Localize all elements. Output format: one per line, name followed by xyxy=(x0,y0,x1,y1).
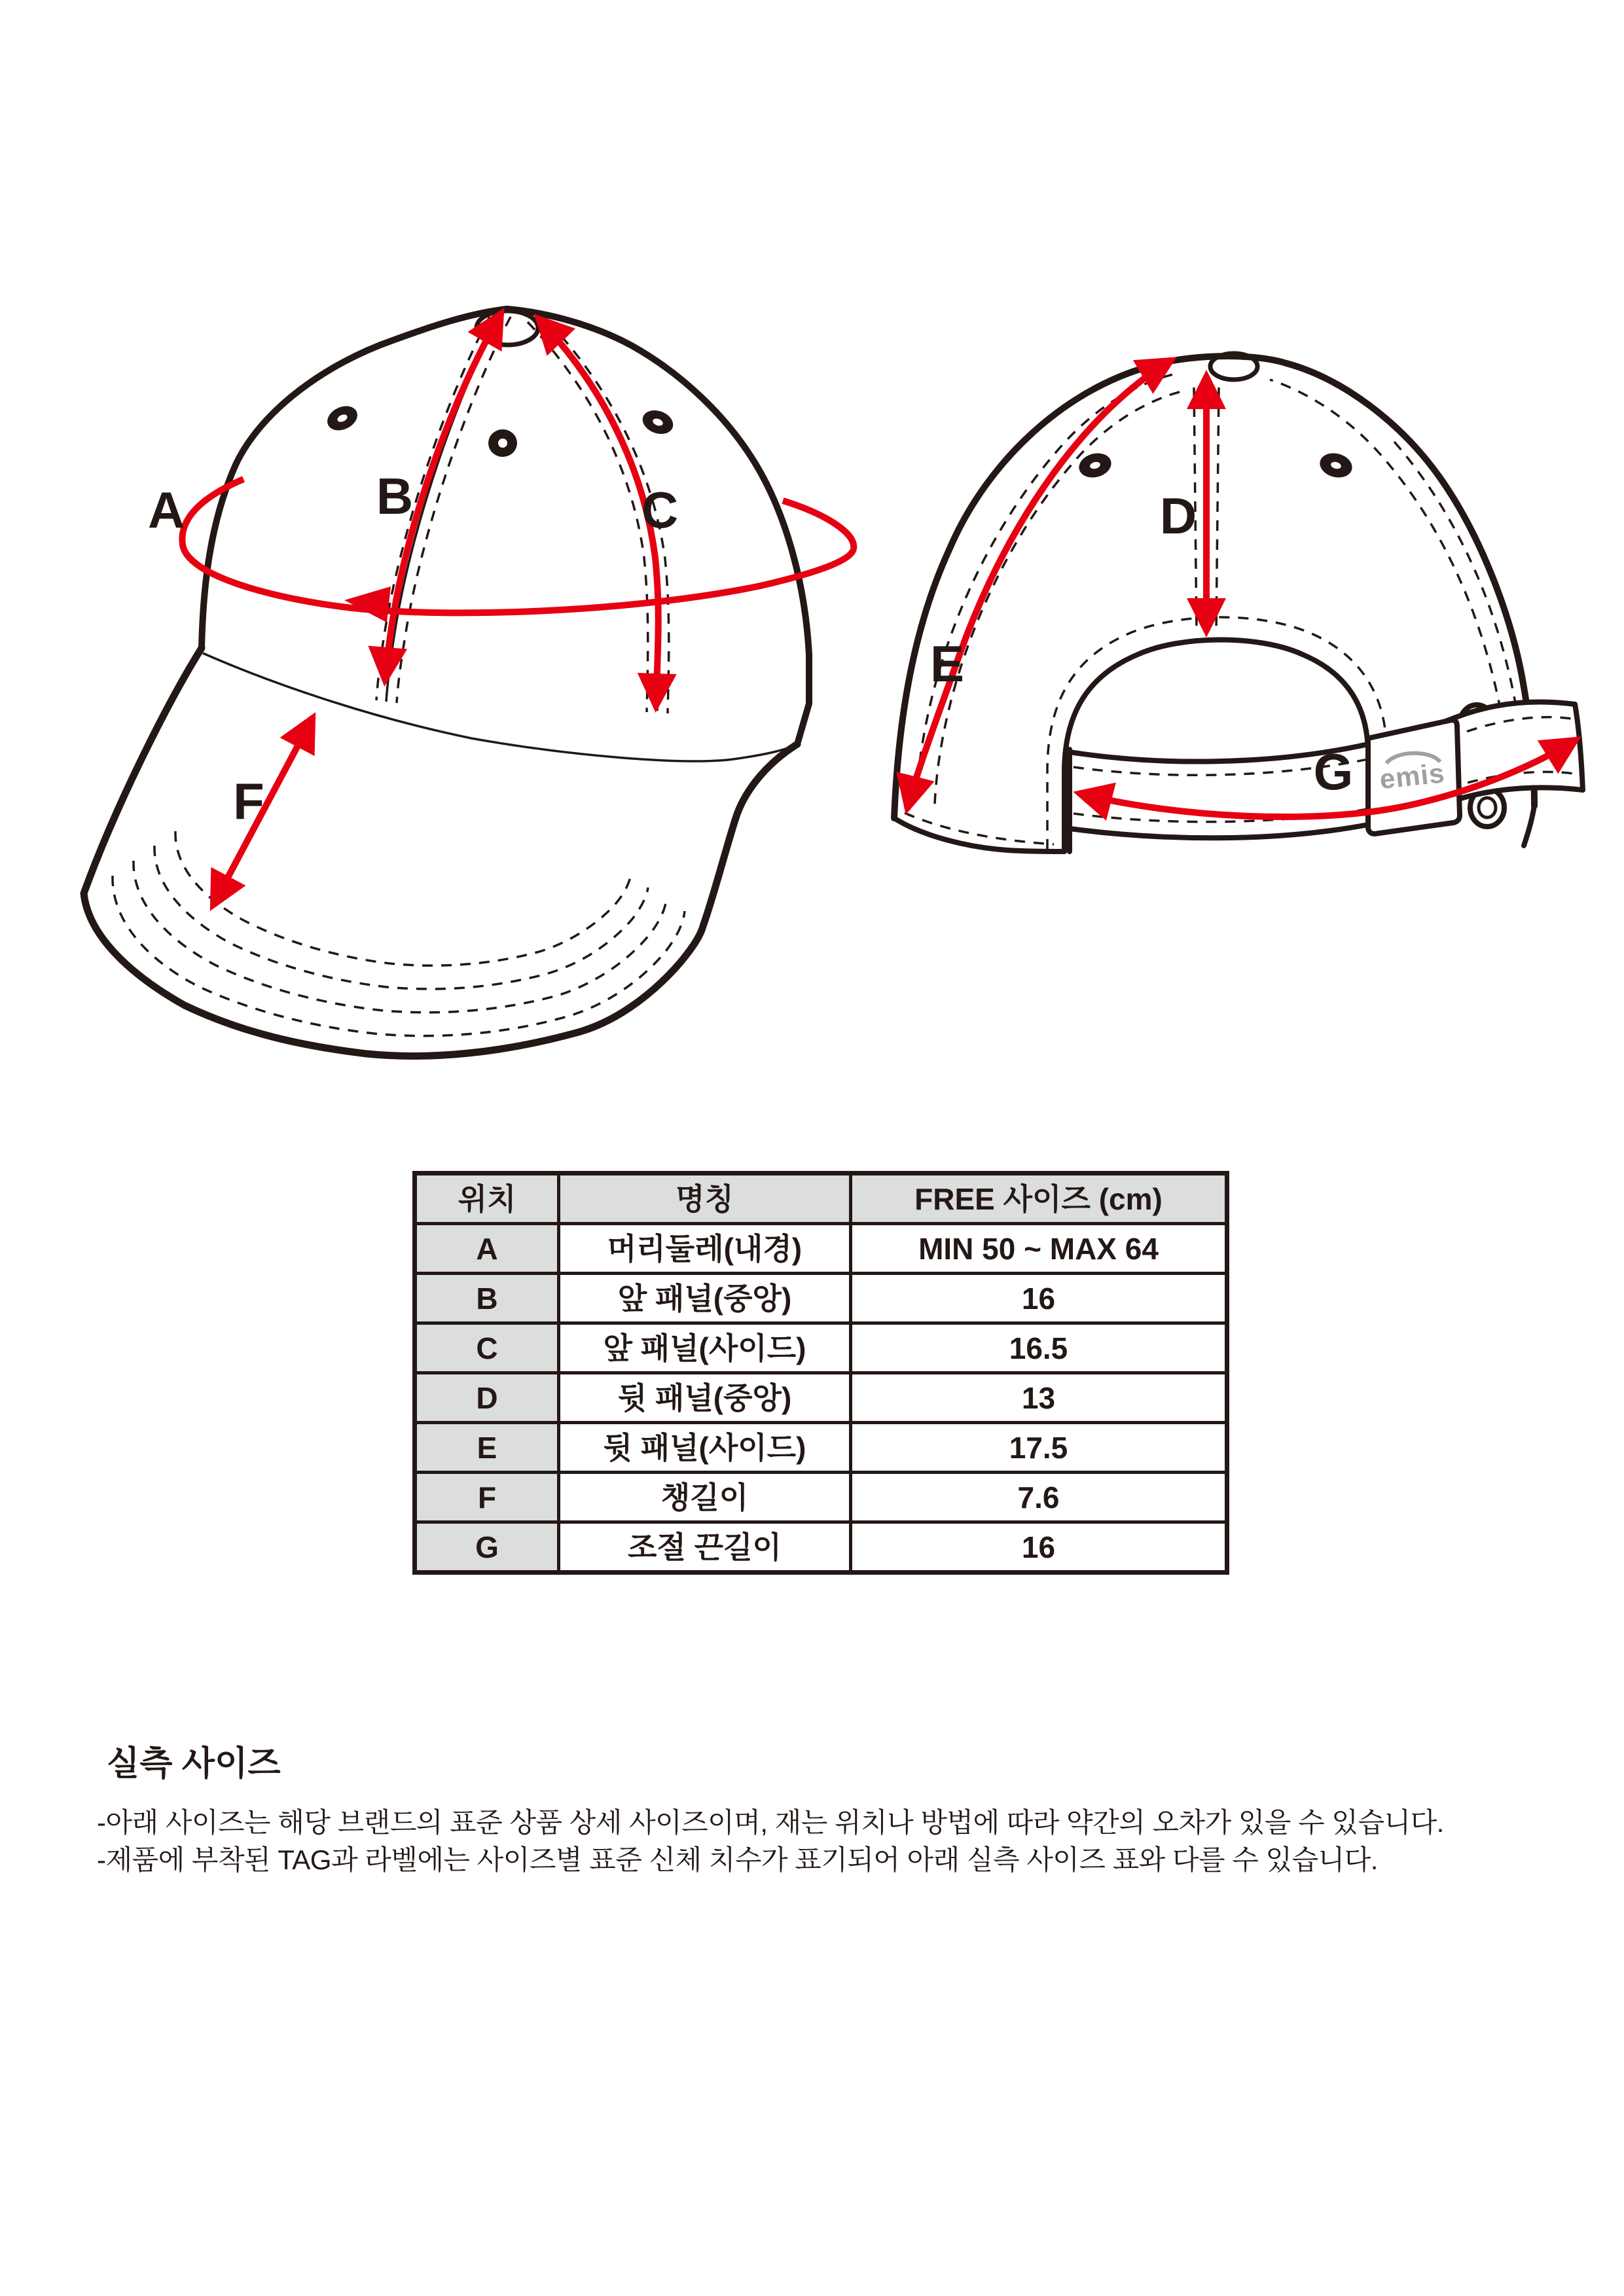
value-cell: 7.6 xyxy=(851,1473,1227,1522)
value-cell: 13 xyxy=(851,1373,1227,1423)
size-table xyxy=(412,1171,1229,1575)
label-b: B xyxy=(376,467,414,525)
position-cell: A xyxy=(415,1224,559,1274)
cap-crown xyxy=(202,309,809,763)
column-header: 위치 xyxy=(415,1174,559,1224)
label-e: E xyxy=(929,635,965,692)
table-row xyxy=(415,1522,1227,1573)
value-cell: MIN 50 ~ MAX 64 xyxy=(851,1224,1227,1274)
position-cell: C xyxy=(415,1323,559,1373)
value-cell: 16.5 xyxy=(851,1323,1227,1373)
name-cell: 조절 끈길이 xyxy=(559,1522,851,1573)
size-table-body xyxy=(415,1224,1227,1573)
label-c: C xyxy=(641,481,679,539)
name-cell: 앞 패널(사이드) xyxy=(559,1323,851,1373)
notes-text xyxy=(97,1804,1563,1878)
label-a: A xyxy=(147,481,185,539)
value-cell: 16 xyxy=(851,1274,1227,1323)
table-row xyxy=(415,1423,1227,1473)
position-cell: D xyxy=(415,1373,559,1423)
position-cell: G xyxy=(415,1522,559,1573)
name-cell: 뒷 패널(중앙) xyxy=(559,1373,851,1423)
value-cell: 17.5 xyxy=(851,1423,1227,1473)
label-f: F xyxy=(233,772,264,830)
position-cell: F xyxy=(415,1473,559,1522)
table-row xyxy=(415,1224,1227,1274)
note-line: -제품에 부착된 TAG과 라벨에는 사이즈별 표준 신체 치수가 표기되어 아래 실측 사이즈 표와 다를 수 있습니다. xyxy=(97,1844,1378,1875)
label-g: G xyxy=(1313,743,1354,800)
name-cell: 앞 패널(중앙) xyxy=(559,1274,851,1323)
label-d: D xyxy=(1159,487,1197,545)
name-cell: 머리둘레(내경) xyxy=(559,1224,851,1274)
position-cell: E xyxy=(415,1423,559,1473)
table-row xyxy=(415,1373,1227,1423)
table-row xyxy=(415,1274,1227,1323)
position-cell: B xyxy=(415,1274,559,1323)
cap-back-view-diagram xyxy=(851,262,1624,982)
name-cell: 챙길이 xyxy=(559,1473,851,1522)
column-header: FREE 사이즈 (cm) xyxy=(851,1174,1227,1224)
table-row xyxy=(415,1473,1227,1522)
cap-side-view-diagram xyxy=(52,249,871,1067)
table-row xyxy=(415,1323,1227,1373)
name-cell: 뒷 패널(사이드) xyxy=(559,1423,851,1473)
notes-heading: 실측 사이즈 xyxy=(107,1745,281,1783)
brand-logo: emis xyxy=(1378,757,1447,795)
size-table-header xyxy=(415,1174,1227,1224)
column-header: 명칭 xyxy=(559,1174,851,1224)
value-cell: 16 xyxy=(851,1522,1227,1573)
note-line: -아래 사이즈는 해당 브랜드의 표준 상품 상세 사이즈이며, 재는 위치나 방법에 따라 약간의 오차가 있을 수 있습니다. xyxy=(97,1807,1444,1838)
